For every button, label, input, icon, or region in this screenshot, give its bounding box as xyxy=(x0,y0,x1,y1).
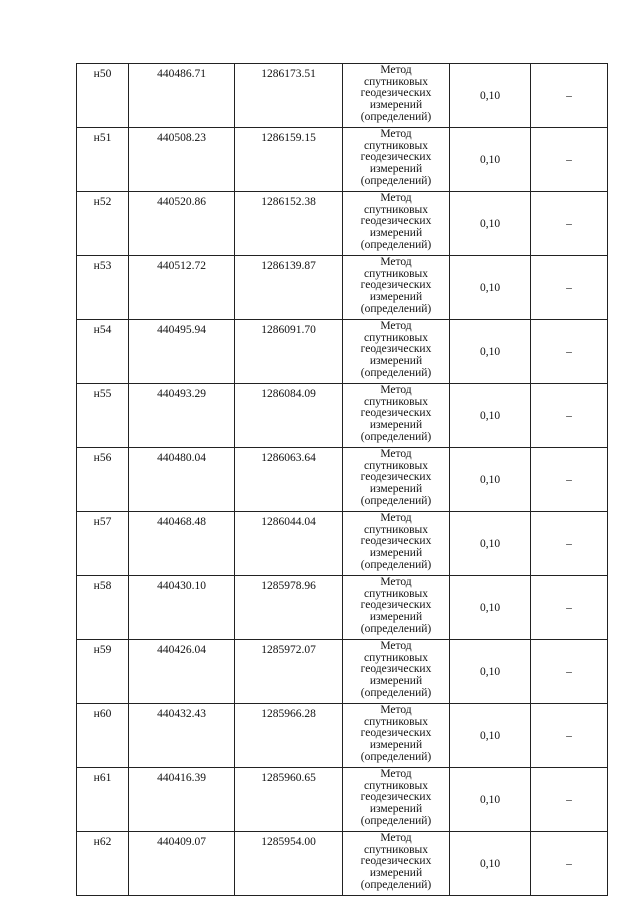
method-line: Метод xyxy=(380,320,412,332)
point-number-cell: н50 xyxy=(77,64,129,128)
method-line: измерений xyxy=(369,547,423,560)
method-line: измерений xyxy=(369,227,423,240)
table-row xyxy=(77,832,608,896)
method-line: геодезических xyxy=(360,87,432,100)
method-cell xyxy=(343,512,450,576)
x-coordinate-cell: 440432.43 xyxy=(129,704,235,768)
method-line: геодезических xyxy=(360,471,432,484)
accuracy-cell: 0,10 xyxy=(450,448,531,512)
method-line: спутниковых xyxy=(363,459,428,472)
y-coordinate-cell: 1286139.87 xyxy=(235,256,343,320)
method-line: (определений) xyxy=(360,302,432,315)
method-line: геодезических xyxy=(360,791,432,804)
y-coordinate-cell: 1285966.28 xyxy=(235,704,343,768)
accuracy-cell: 0,10 xyxy=(450,768,531,832)
note-cell: – xyxy=(531,64,608,128)
method-cell xyxy=(343,64,450,128)
method-line: спутниковых xyxy=(363,203,428,216)
x-coordinate-cell: 440480.04 xyxy=(129,448,235,512)
table-row xyxy=(77,256,608,320)
x-coordinate-cell: 440426.04 xyxy=(129,640,235,704)
method-cell xyxy=(343,128,450,192)
y-coordinate-cell: 1286084.09 xyxy=(235,384,343,448)
note-cell: – xyxy=(531,640,608,704)
x-coordinate-cell: 440486.71 xyxy=(129,64,235,128)
note-cell: – xyxy=(531,576,608,640)
point-number-cell: н52 xyxy=(77,192,129,256)
method-line: измерений xyxy=(369,291,423,304)
method-line: (определений) xyxy=(360,622,432,635)
accuracy-cell: 0,10 xyxy=(450,640,531,704)
y-coordinate-cell: 1286091.70 xyxy=(235,320,343,384)
method-cell xyxy=(343,640,450,704)
coordinates-table-body xyxy=(77,64,608,896)
point-number-cell: н58 xyxy=(77,576,129,640)
method-line: геодезических xyxy=(360,151,432,164)
point-number-cell: н62 xyxy=(77,832,129,896)
method-cell xyxy=(343,576,450,640)
point-number-cell: н57 xyxy=(77,512,129,576)
method-line: (определений) xyxy=(360,366,432,379)
coordinates-table xyxy=(76,63,608,896)
method-line: геодезических xyxy=(360,855,432,868)
y-coordinate-cell: 1286173.51 xyxy=(235,64,343,128)
point-number-cell: н60 xyxy=(77,704,129,768)
accuracy-cell: 0,10 xyxy=(450,512,531,576)
x-coordinate-cell: 440520.86 xyxy=(129,192,235,256)
method-cell xyxy=(343,384,450,448)
method-line: измерений xyxy=(369,99,423,112)
method-cell xyxy=(343,768,450,832)
table-row xyxy=(77,128,608,192)
method-line: геодезических xyxy=(360,599,432,612)
point-number-cell: н53 xyxy=(77,256,129,320)
method-line: (определений) xyxy=(360,750,432,763)
method-line: геодезических xyxy=(360,215,432,228)
method-line: Метод xyxy=(380,512,412,524)
accuracy-cell: 0,10 xyxy=(450,384,531,448)
table-row xyxy=(77,576,608,640)
method-line: спутниковых xyxy=(363,843,428,856)
x-coordinate-cell: 440493.29 xyxy=(129,384,235,448)
method-line: измерений xyxy=(369,355,423,368)
method-line: Метод xyxy=(380,64,412,76)
y-coordinate-cell: 1285978.96 xyxy=(235,576,343,640)
method-cell xyxy=(343,192,450,256)
note-cell: – xyxy=(531,256,608,320)
method-line: геодезических xyxy=(360,279,432,292)
method-line: Метод xyxy=(380,576,412,588)
table-row xyxy=(77,192,608,256)
method-line: геодезических xyxy=(360,407,432,420)
method-line: (определений) xyxy=(360,878,432,891)
x-coordinate-cell: 440468.48 xyxy=(129,512,235,576)
method-cell xyxy=(343,704,450,768)
method-line: Метод xyxy=(380,256,412,268)
accuracy-cell: 0,10 xyxy=(450,576,531,640)
method-line: измерений xyxy=(369,611,423,624)
x-coordinate-cell: 440508.23 xyxy=(129,128,235,192)
method-line: (определений) xyxy=(360,430,432,443)
accuracy-cell: 0,10 xyxy=(450,320,531,384)
method-line: Метод xyxy=(380,640,412,652)
table-row xyxy=(77,768,608,832)
method-line: спутниковых xyxy=(363,779,428,792)
method-line: спутниковых xyxy=(363,587,428,600)
y-coordinate-cell: 1286063.64 xyxy=(235,448,343,512)
method-cell xyxy=(343,448,450,512)
method-line: спутниковых xyxy=(363,267,428,280)
table-row xyxy=(77,512,608,576)
method-line: измерений xyxy=(369,419,423,432)
point-number-cell: н54 xyxy=(77,320,129,384)
accuracy-cell: 0,10 xyxy=(450,256,531,320)
accuracy-cell: 0,10 xyxy=(450,704,531,768)
method-cell xyxy=(343,320,450,384)
method-line: геодезических xyxy=(360,663,432,676)
table-row xyxy=(77,384,608,448)
method-line: Метод xyxy=(380,448,412,460)
x-coordinate-cell: 440495.94 xyxy=(129,320,235,384)
note-cell: – xyxy=(531,128,608,192)
table-row xyxy=(77,704,608,768)
method-line: спутниковых xyxy=(363,395,428,408)
table-row xyxy=(77,640,608,704)
method-line: спутниковых xyxy=(363,715,428,728)
y-coordinate-cell: 1286159.15 xyxy=(235,128,343,192)
method-line: измерений xyxy=(369,803,423,816)
note-cell: – xyxy=(531,192,608,256)
table-row xyxy=(77,448,608,512)
method-line: (определений) xyxy=(360,238,432,251)
method-line: Метод xyxy=(380,192,412,204)
x-coordinate-cell: 440430.10 xyxy=(129,576,235,640)
x-coordinate-cell: 440416.39 xyxy=(129,768,235,832)
method-line: спутниковых xyxy=(363,139,428,152)
method-line: спутниковых xyxy=(363,523,428,536)
note-cell: – xyxy=(531,832,608,896)
x-coordinate-cell: 440409.07 xyxy=(129,832,235,896)
note-cell: – xyxy=(531,384,608,448)
note-cell: – xyxy=(531,448,608,512)
method-line: измерений xyxy=(369,483,423,496)
method-line: Метод xyxy=(380,768,412,780)
method-line: геодезических xyxy=(360,727,432,740)
method-line: измерений xyxy=(369,163,423,176)
point-number-cell: н55 xyxy=(77,384,129,448)
method-cell xyxy=(343,832,450,896)
table-row xyxy=(77,320,608,384)
method-line: измерений xyxy=(369,867,423,880)
point-number-cell: н56 xyxy=(77,448,129,512)
method-cell xyxy=(343,256,450,320)
table-row xyxy=(77,64,608,128)
y-coordinate-cell: 1285960.65 xyxy=(235,768,343,832)
method-line: геодезических xyxy=(360,535,432,548)
method-line: Метод xyxy=(380,384,412,396)
method-line: (определений) xyxy=(360,558,432,571)
method-line: Метод xyxy=(380,832,412,844)
point-number-cell: н51 xyxy=(77,128,129,192)
x-coordinate-cell: 440512.72 xyxy=(129,256,235,320)
y-coordinate-cell: 1286152.38 xyxy=(235,192,343,256)
accuracy-cell: 0,10 xyxy=(450,832,531,896)
point-number-cell: н59 xyxy=(77,640,129,704)
method-line: Метод xyxy=(380,128,412,140)
method-line: (определений) xyxy=(360,686,432,699)
y-coordinate-cell: 1285954.00 xyxy=(235,832,343,896)
accuracy-cell: 0,10 xyxy=(450,192,531,256)
accuracy-cell: 0,10 xyxy=(450,128,531,192)
method-line: (определений) xyxy=(360,494,432,507)
method-line: (определений) xyxy=(360,110,432,123)
note-cell: – xyxy=(531,704,608,768)
accuracy-cell: 0,10 xyxy=(450,64,531,128)
method-line: геодезических xyxy=(360,343,432,356)
method-line: Метод xyxy=(380,704,412,716)
method-line: измерений xyxy=(369,675,423,688)
y-coordinate-cell: 1285972.07 xyxy=(235,640,343,704)
method-line: спутниковых xyxy=(363,331,428,344)
method-line: (определений) xyxy=(360,174,432,187)
y-coordinate-cell: 1286044.04 xyxy=(235,512,343,576)
method-line: измерений xyxy=(369,739,423,752)
point-number-cell: н61 xyxy=(77,768,129,832)
method-line: спутниковых xyxy=(363,651,428,664)
note-cell: – xyxy=(531,768,608,832)
method-line: спутниковых xyxy=(363,75,428,88)
note-cell: – xyxy=(531,320,608,384)
note-cell: – xyxy=(531,512,608,576)
method-line: (определений) xyxy=(360,814,432,827)
